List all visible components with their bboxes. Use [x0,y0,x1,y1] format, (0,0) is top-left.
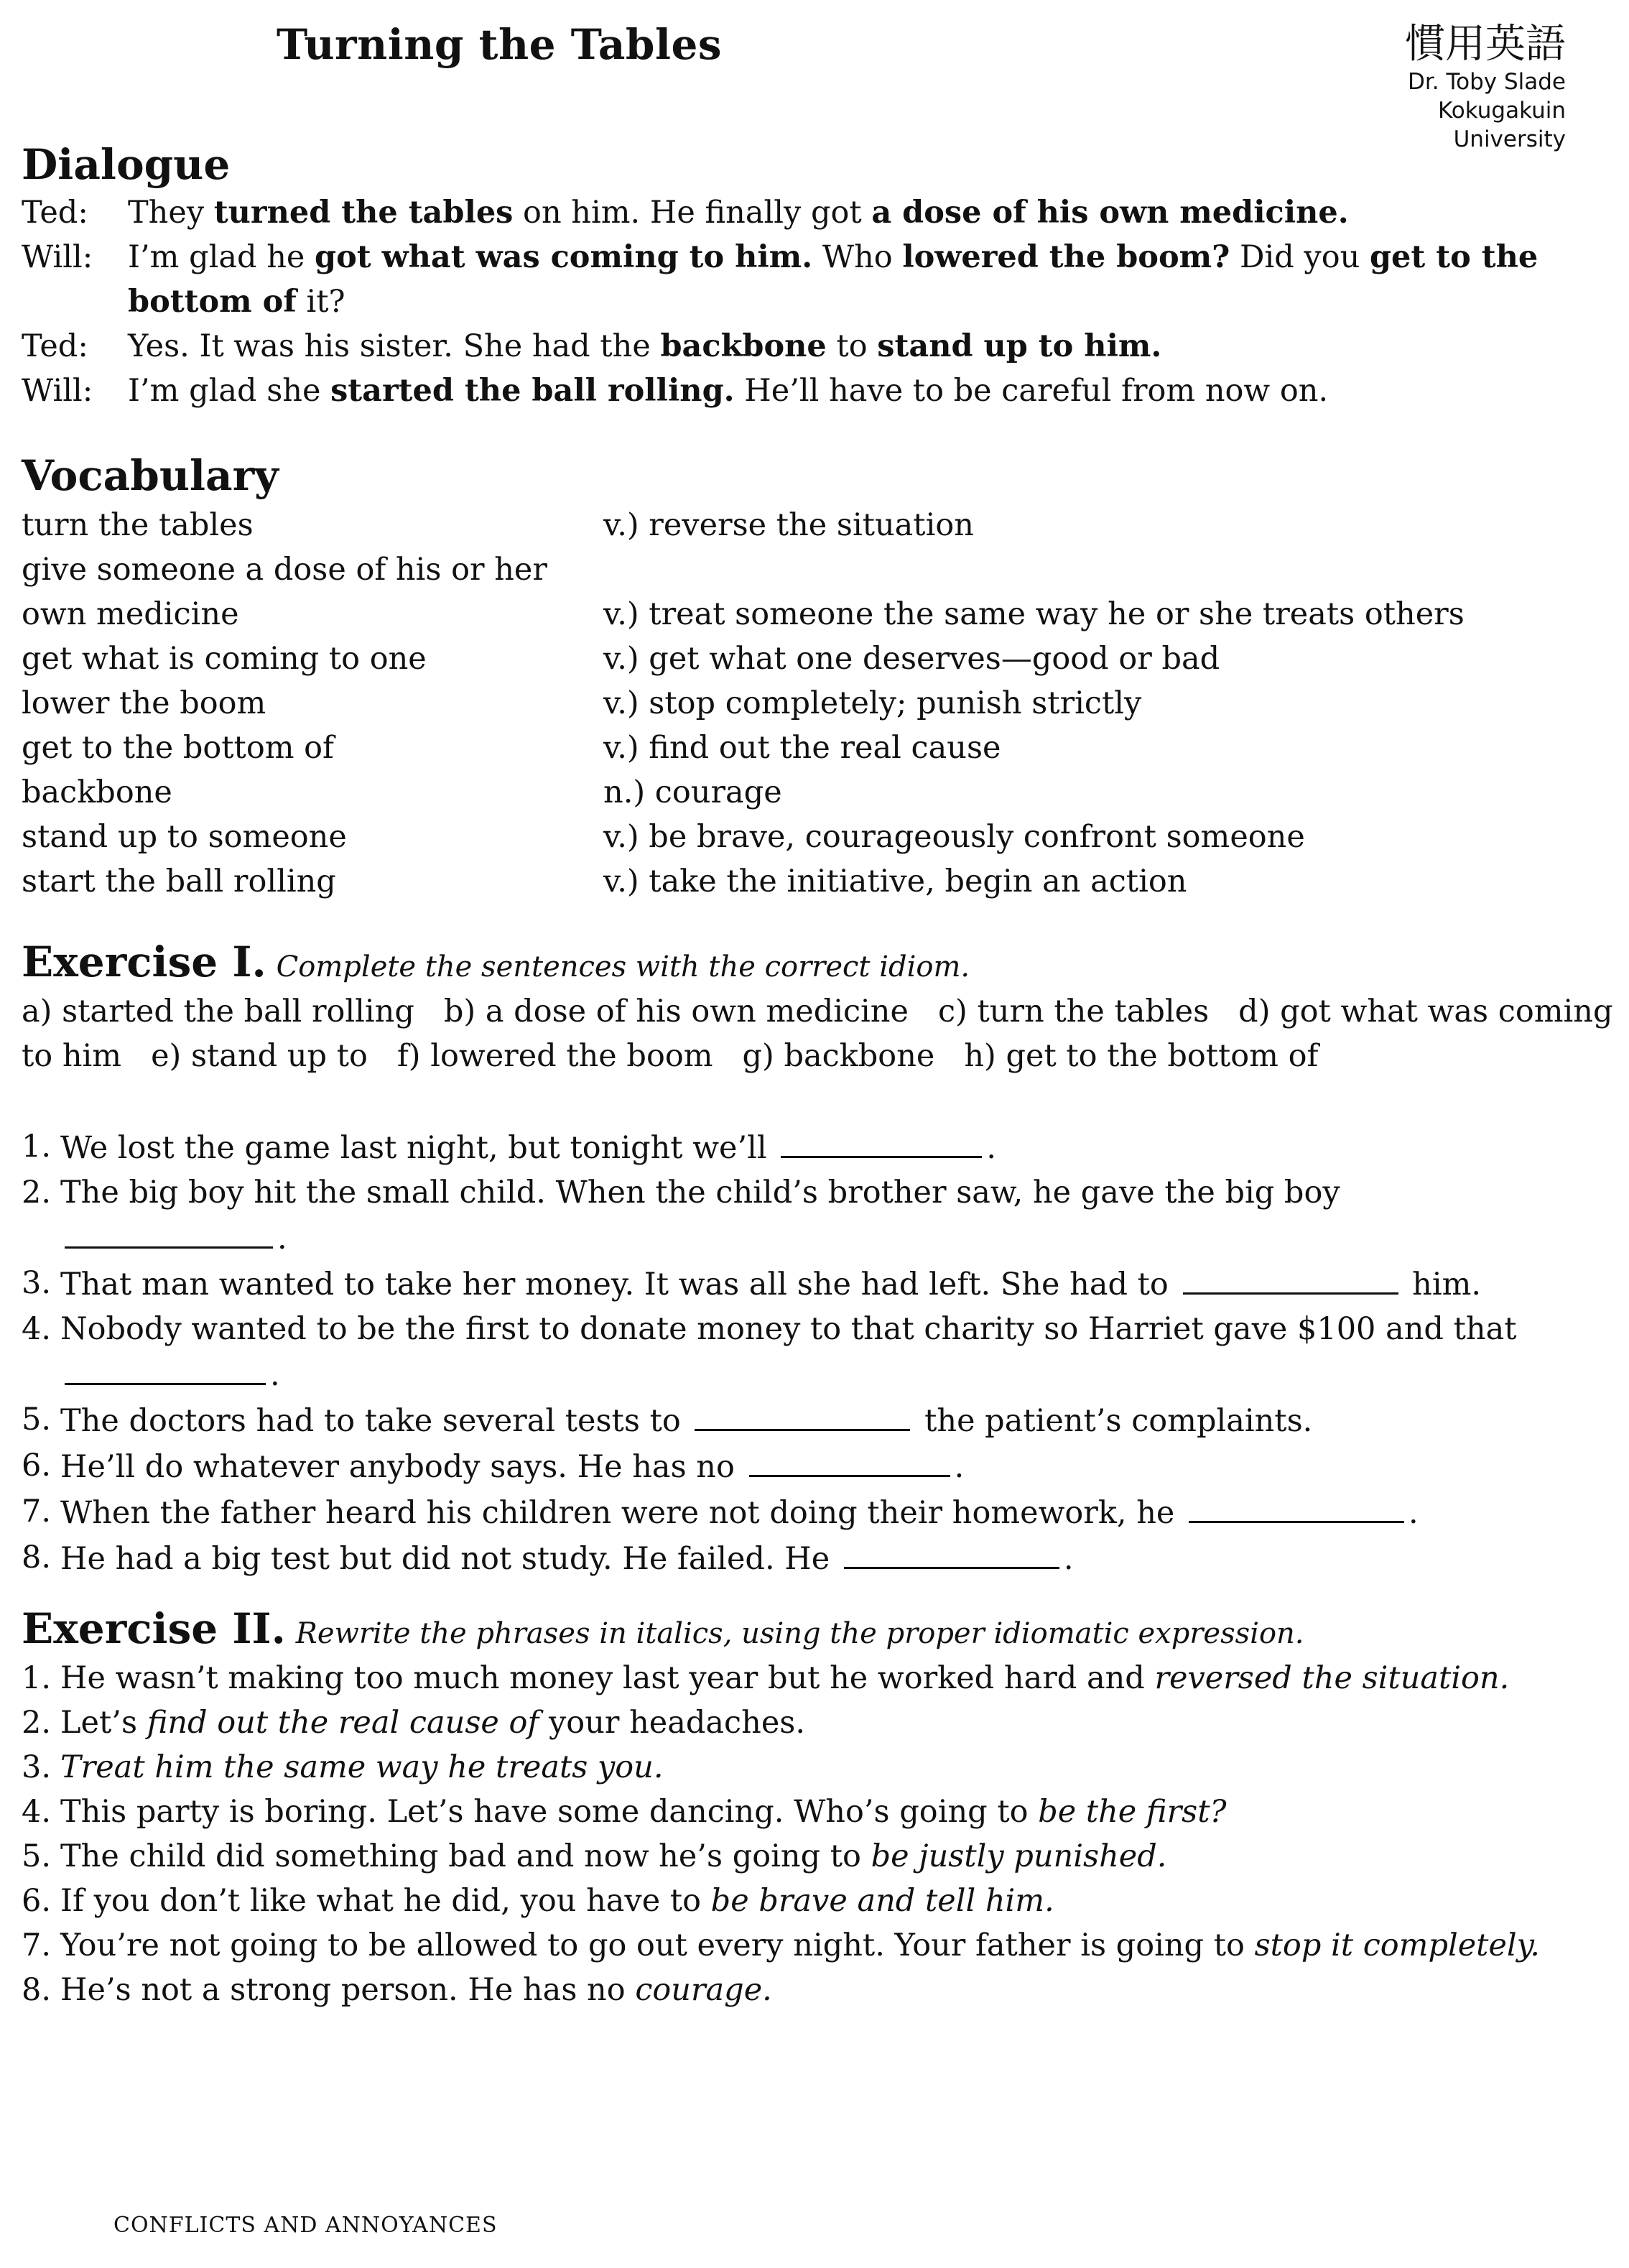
answer-blank[interactable] [781,1124,982,1158]
speech-text: I’m glad she [128,373,331,409]
vocab-term: lower the boom [22,685,266,721]
exercise2-heading [22,1604,1304,1653]
speaker-label: Will: [22,373,93,409]
sentence-text: Let’s [60,1705,147,1741]
dialogue-section [22,190,1566,413]
item-ending: . [1408,1495,1419,1531]
vocab-row [22,770,1566,815]
item-number: 4. [22,1794,52,1830]
sentence-text: This party is boring. Let’s have some dancing. Who’s going to [60,1794,1039,1830]
speech-text: Who [812,239,903,275]
dialogue-speech [128,324,1566,369]
exercise-item [22,1397,1566,1443]
exercise1-instruction: Complete the sentences with the correct idiom. [276,950,970,983]
item-ending: him. [1412,1267,1482,1302]
exercise1-title: Exercise I. [22,938,266,986]
item-ending: . [1063,1541,1074,1577]
exercise-item [22,1124,1566,1170]
sentence-text: If you don’t like what he did, you have to [60,1883,711,1919]
vocab-row [22,637,1566,681]
speaker-label: Ted: [22,328,88,364]
italic-phrase: courage. [635,1972,772,2008]
vocab-definition: v.) be brave, courageously confront someone [603,819,1305,855]
institution-line-1: Kokugakuin [1438,98,1566,124]
item-text [60,1261,1566,1307]
item-text [60,1397,1566,1443]
vocab-row [22,547,1566,592]
item-text [60,1790,1566,1834]
item-prompt: He had a big test but did not study. He failed. He [60,1541,830,1577]
answer-blank[interactable] [1189,1489,1404,1523]
speech-text: to [826,328,878,364]
answer-blank[interactable] [749,1443,950,1477]
item-prompt: Nobody wanted to be the first to donate money to that charity so Harriet gave $100 and that [60,1311,1517,1347]
item-ending: the patient’s complaints. [924,1403,1313,1439]
item-text [60,1124,1566,1170]
item-prompt: The doctors had to take several tests to [60,1403,681,1439]
vocab-row [22,859,1566,904]
vocab-row [22,503,1566,547]
dialogue-line [22,190,1566,235]
item-number: 3. [22,1749,52,1785]
answer-blank[interactable] [844,1535,1059,1569]
vocab-row [22,681,1566,726]
exercise-item [22,1535,1566,1581]
exercise-item [22,1879,1566,1923]
dialogue-line [22,324,1566,369]
dialogue-heading: Dialogue [22,140,231,189]
exercise-item [22,1923,1566,1968]
vocab-definition: v.) take the initiative, begin an action [603,864,1187,899]
exercise-item [22,1745,1566,1790]
speech-text: on him. He finally got [513,195,872,231]
exercise-item [22,1261,1566,1307]
vocab-definition: v.) find out the real cause [603,730,1001,766]
exercise-item [22,1656,1566,1700]
italic-phrase: stop it completely. [1254,1927,1540,1963]
idiom-phrase: lowered the boom? [902,239,1230,275]
answer-blank[interactable] [65,1215,273,1249]
dialogue-speech [128,235,1566,324]
exercise2-items [22,1656,1566,2012]
speaker-label: Ted: [22,195,88,231]
italic-phrase: reversed the situation. [1154,1660,1510,1696]
item-ending: . [986,1130,997,1166]
exercise-item [22,1700,1566,1745]
exercise2-instruction: Rewrite the phrases in italics, using the proper idiomatic expression. [295,1617,1304,1650]
exercise1-options [22,989,1613,1078]
item-number: 6. [22,1883,52,1919]
item-number: 2. [22,1705,52,1741]
item-prompt: He’ll do whatever anybody says. He has no [60,1449,735,1485]
exercise-item [22,1307,1566,1397]
italic-phrase: find out the real cause of [147,1705,539,1741]
speech-text: Yes. It was his sister. She had the [128,328,661,364]
item-prompt: That man wanted to take her money. It was all she had left. She had to [60,1267,1169,1302]
options-line-1: a) started the ball rolling b) a dose of his own medicine c) turn the tables d) got what was coming [22,994,1613,1029]
vocab-term: get what is coming to one [22,641,427,677]
exercise-item [22,1489,1566,1535]
header-block [1278,22,1566,154]
author-name: Dr. Toby Slade [1407,69,1566,95]
vocab-definition [603,547,1566,592]
vocab-term: start the ball rolling [22,864,336,899]
dialogue-line [22,235,1566,324]
italic-phrase: be justly punished. [871,1838,1167,1874]
item-number: 8. [22,1972,52,2008]
item-text [60,1968,1566,2012]
item-number: 3. [22,1265,52,1301]
answer-blank[interactable] [65,1351,266,1385]
speech-text: I’m glad he [128,239,315,275]
exercise-item [22,1968,1566,2012]
item-prompt: We lost the game last night, but tonight we’ll [60,1130,767,1166]
institution-line-2: University [1453,126,1566,152]
speech-text: it? [296,284,345,320]
item-number: 5. [22,1402,52,1438]
speech-text: Did you [1230,239,1370,275]
dialogue-line [22,369,1566,413]
exercise-item [22,1443,1566,1489]
item-number: 5. [22,1838,52,1874]
item-text [60,1700,1566,1745]
vocab-definition: n.) courage [603,774,782,810]
exercise2-title: Exercise II. [22,1604,286,1653]
page-title: Turning the Tables [277,20,723,69]
item-ending: . [277,1221,287,1256]
italic-phrase: Treat him the same way he treats you. [60,1749,664,1785]
exercise-item [22,1834,1566,1879]
footer-chapter: CONFLICTS AND ANNOYANCES [113,2213,498,2238]
italic-phrase: be brave and tell him. [710,1883,1054,1919]
item-ending: . [270,1357,280,1393]
vocab-term: stand up to someone [22,819,347,855]
exercise-item [22,1170,1566,1261]
vocab-definition: v.) get what one deserves—good or bad [603,641,1220,677]
idiom-phrase: started the ball rolling. [330,373,735,409]
answer-blank[interactable] [1183,1261,1398,1295]
vocab-definition: v.) reverse the situation [603,507,974,543]
item-text [60,1535,1566,1581]
idiom-phrase: get to the bottom of [128,239,1549,320]
sentence-text: The child did something bad and now he’s going to [60,1838,871,1874]
options-line-2: to him e) stand up to f) lowered the boom g) backbone h) get to the bottom of [22,1038,1319,1074]
item-prompt: The big boy hit the small child. When the child’s brother saw, he gave the big boy [60,1175,1340,1211]
speech-text: He’ll have to be careful from now on. [734,373,1329,409]
vocab-term: backbone [22,774,172,810]
vocab-term: give someone a dose of his or her [22,552,547,588]
item-number: 7. [22,1927,52,1963]
japanese-title: 慣用英語 [1405,21,1566,68]
exercise-item [22,1790,1566,1834]
idiom-phrase: a dose of his own medicine. [871,195,1349,231]
speaker-label: Will: [22,239,93,275]
idiom-phrase: stand up to him. [877,328,1162,364]
vocab-row [22,726,1566,770]
vocab-row [22,815,1566,859]
sentence-text: He’s not a strong person. He has no [60,1972,636,2008]
speech-text: They [128,195,214,231]
item-text [60,1745,1566,1790]
vocab-definition: v.) treat someone the same way he or she treats others [603,596,1465,632]
sentence-text: your headaches. [539,1705,806,1741]
sentence-text: You’re not going to be allowed to go out every night. Your father is going to [60,1927,1255,1963]
item-ending: . [954,1449,965,1485]
dialogue-speech [128,369,1566,413]
item-text [60,1834,1566,1879]
item-text [60,1170,1566,1261]
item-text [60,1879,1566,1923]
vocab-term: get to the bottom of [22,730,334,766]
vocabulary-section [22,503,1566,904]
item-text [60,1489,1566,1535]
item-number: 8. [22,1540,52,1575]
vocab-term: turn the tables [22,507,254,543]
item-text [60,1656,1566,1700]
item-text [60,1923,1566,1968]
exercise1-heading [22,938,970,986]
idiom-phrase: got what was coming to him. [315,239,813,275]
vocabulary-heading: Vocabulary [22,451,279,500]
item-number: 7. [22,1494,52,1529]
item-prompt: When the father heard his children were not doing their homework, he [60,1495,1175,1531]
answer-blank[interactable] [695,1397,910,1431]
italic-phrase: be the first? [1038,1794,1227,1830]
item-number: 4. [22,1311,52,1347]
vocab-term: own medicine [22,596,239,632]
sentence-text: He wasn’t making too much money last year but he worked hard and [60,1660,1155,1696]
item-number: 1. [22,1660,52,1696]
item-text [60,1307,1566,1397]
item-number: 1. [22,1129,52,1165]
vocab-definition: v.) stop completely; punish strictly [603,685,1142,721]
vocab-row [22,592,1566,637]
dialogue-speech [128,190,1566,235]
item-number: 6. [22,1448,52,1484]
item-text [60,1443,1566,1489]
item-number: 2. [22,1175,52,1211]
idiom-phrase: backbone [660,328,827,364]
exercise1-items [22,1124,1566,1581]
idiom-phrase: turned the tables [213,195,514,231]
